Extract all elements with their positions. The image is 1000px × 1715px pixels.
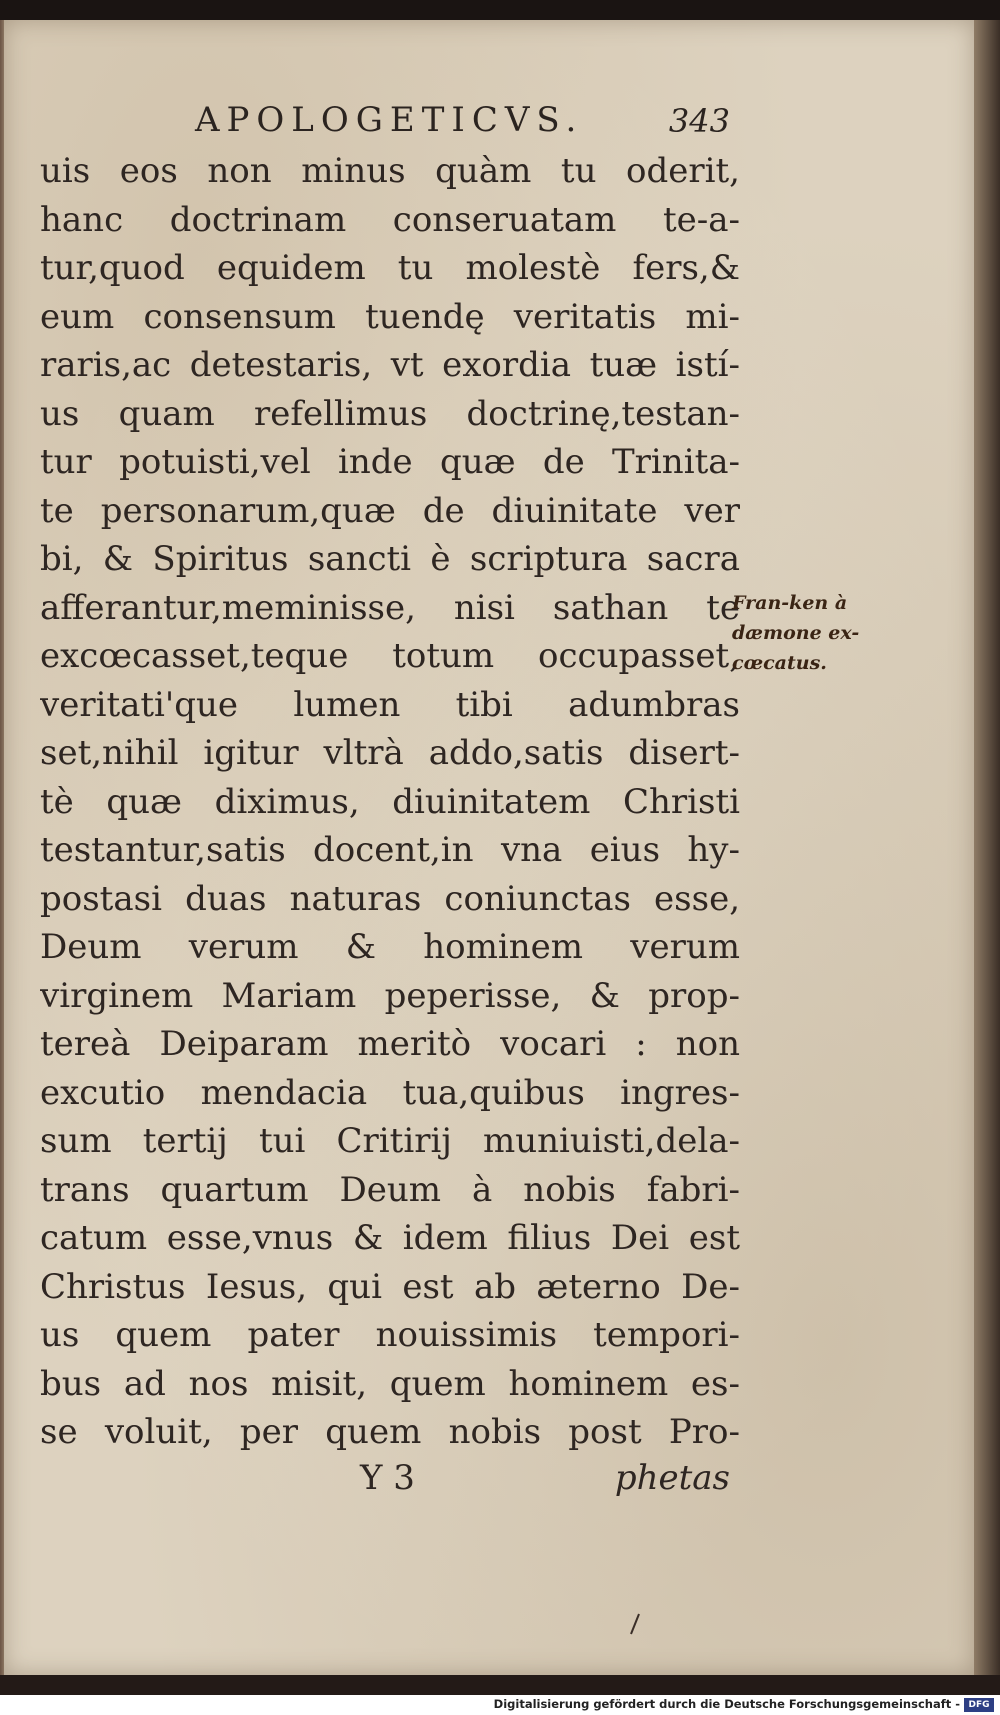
scan-bottom-border xyxy=(0,1675,1000,1695)
catchline xyxy=(40,1458,730,1508)
text-line: us quem pater nouissimis tempori- xyxy=(40,1315,740,1355)
text-line: excœcasset,teque totum occupasset, xyxy=(40,636,740,676)
text-line: tè quæ diximus, diuinitatem Christi xyxy=(40,781,740,822)
pen-stroke-mark xyxy=(628,1612,642,1636)
text-line: bus ad nos misit, quem hominem es- xyxy=(40,1363,740,1404)
text-line: raris,ac detestaris, vt exordia tuæ istí- xyxy=(40,345,740,385)
text-line: tur,quod equidem tu molestè fers,& xyxy=(40,248,740,288)
marginal-note-line: dæmone ex- xyxy=(732,622,860,644)
page-fore-edge xyxy=(974,20,1000,1675)
text-line: uis eos non minus quàm tu oderit, xyxy=(40,151,740,191)
text-line: us quam refellimus doctrinę,testan- xyxy=(40,393,740,434)
text-line: tereà Deiparam meritò vocari : non xyxy=(40,1024,740,1064)
text-line: eum consensum tuendę veritatis mi- xyxy=(40,296,740,337)
page-number: 343 xyxy=(668,102,730,140)
text-line: se voluit, per quem nobis post Pro- xyxy=(40,1412,740,1452)
text-line: virginem Mariam peperisse, & prop- xyxy=(40,975,740,1016)
text-line: hanc doctrinam conseruatam te-a- xyxy=(40,199,740,240)
text-line: veritati'que lumen tibi adumbras xyxy=(40,684,740,725)
page-header xyxy=(40,92,730,152)
handwritten-marginal-note xyxy=(732,588,882,678)
marginal-note-line: Fran-ken à xyxy=(732,592,848,614)
body-text xyxy=(40,147,740,1457)
dfg-logo: DFG xyxy=(964,1698,994,1712)
digitization-footer xyxy=(0,1695,1000,1715)
catchword: phetas xyxy=(614,1458,730,1498)
marginal-note-line: cœcatus. xyxy=(732,652,827,674)
text-line: set,nihil igitur vltrà addo,satis disert- xyxy=(40,733,740,773)
running-title: APOLOGETICVS. xyxy=(195,100,584,140)
text-line: trans quartum Deum à nobis fabri- xyxy=(40,1169,740,1210)
text-line: testantur,satis docent,in vna eius hy- xyxy=(40,830,740,870)
text-line: bi, & Spiritus sancti è scriptura sacra xyxy=(40,539,740,579)
text-line: te personarum,quæ de diuinitate ver xyxy=(40,490,740,531)
text-line: catum esse,vnus & idem filius Dei est xyxy=(40,1218,740,1258)
scan-top-border xyxy=(0,0,1000,20)
text-line: excutio mendacia tua,quibus ingres- xyxy=(40,1072,740,1113)
text-line: postasi duas naturas coniunctas esse, xyxy=(40,878,740,919)
signature-mark: Y 3 xyxy=(360,1458,415,1498)
text-line: Deum verum & hominem verum xyxy=(40,927,740,967)
text-line: afferantur,meminisse, nisi sathan te xyxy=(40,587,740,628)
funding-notice: Digitalisierung gefördert durch die Deutsche Forschungsgemeinschaft - xyxy=(493,1697,960,1711)
text-line: Christus Iesus, qui est ab æterno De- xyxy=(40,1266,740,1307)
text-line: tur potuisti,vel inde quæ de Trinita- xyxy=(40,442,740,482)
text-line: sum tertij tui Critirij muniuisti,dela- xyxy=(40,1121,740,1161)
